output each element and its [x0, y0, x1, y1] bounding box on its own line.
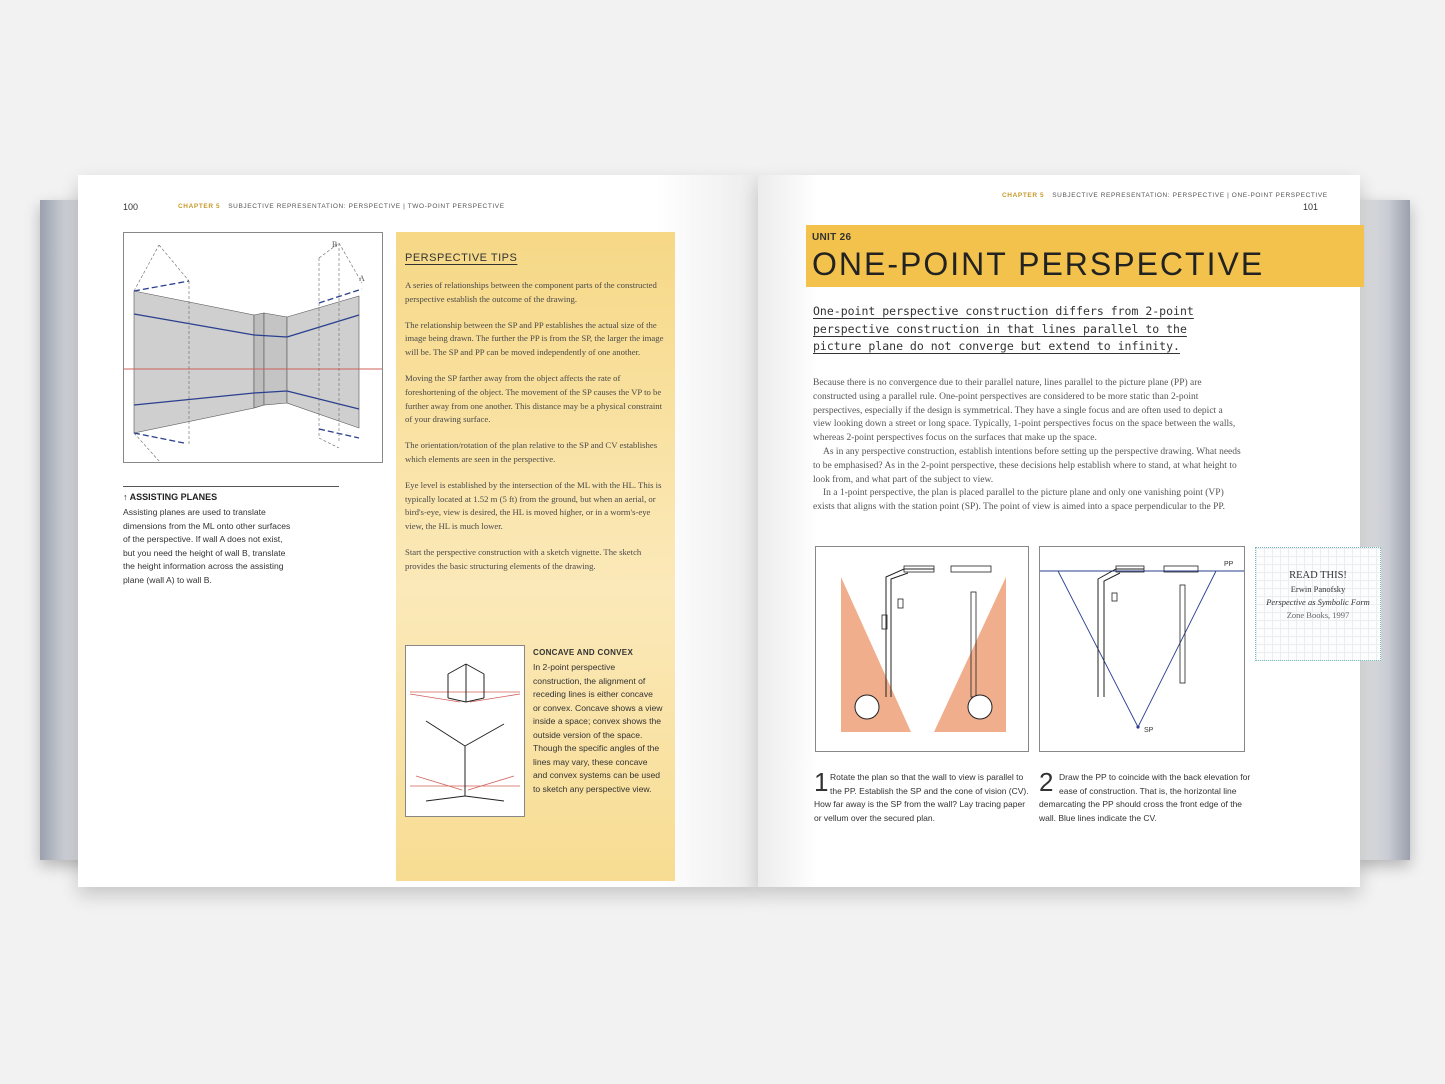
dashed-blue-top-left: [134, 281, 189, 291]
concave-red-right: [470, 694, 520, 702]
step-1-drawing: [816, 547, 1028, 751]
right-page: [758, 175, 1370, 887]
label-a: A: [359, 274, 365, 283]
read-this-author: Erwin Panofsky: [1290, 584, 1346, 594]
running-header-right: [1002, 192, 1328, 199]
read-this-title: Perspective as Symbolic Form: [1266, 597, 1370, 607]
station-point-right: [968, 695, 992, 719]
concave-top-left: [448, 664, 466, 674]
dashed-plane-right-bottom: [319, 438, 339, 448]
label-b: B: [332, 240, 338, 249]
step-2-figure: [1039, 546, 1245, 752]
wall-plan-outline: [886, 569, 934, 697]
convex-bottom-left: [426, 796, 465, 801]
concave-red-left: [410, 694, 460, 702]
unit-banner: [806, 225, 1364, 287]
perspective-tips-title: PERSPECTIVE TIPS: [405, 252, 518, 264]
concave-convex-title: CONCAVE AND CONVEX: [533, 648, 634, 657]
wall-plan-inner: [891, 573, 908, 697]
page-number-left: 100: [123, 202, 139, 212]
body-text: Because there is no convergence due to their parallel nature, lines parallel to the picture plane (PP) are constructed using a parallel rule. One-point perspectives are considered to be more static than 2-point perspectives, especially if the design is symmetrical. They have a single focus and are often used to depict a view looking down a street or long space. Typically, 1-point perspectives focus on the space between the walls, whereas 2-point perspectives focus on the surfaces that make up the space. As in any perspective construction, establish intentions before setting up the perspective drawing. What needs to be emphasised? As in the 2-point perspective, these decisions help establish where to stand, at what height to look from, and what part of the subject to view. In a 1-point perspective, the plan is placed parallel to the picture plane and only one vanishing point (VP) exists that aligns with the station point (SP). The point of view is aimed into a space perpendicular to the PP.: [813, 378, 1241, 513]
step-2-number: 2: [1039, 767, 1054, 797]
convex-top-left: [426, 721, 465, 746]
wall-left: [134, 291, 254, 433]
wall-right: [287, 296, 359, 428]
perspective-tips-text: A series of relationships between the component parts of the constructed perspective establish the outcome of the drawing. The relationship between the SP and PP establishes the actual size of the image being drawn. The further the PP is from the SP, the larger the image will be. The SP and PP can be moved independently of one another. Moving the SP farther away from the object affects the rate of foreshortening of the object. The movement of the SP causes the VP to be further away from one another. This distance may be a physical constraint of your drawing surface. The orientation/rotation of the plan relative to the SP and CV establishes which elements are seen in the perspective. Eye level is established by the intersection of the ML with the HL. This is typically located at 1.52 m (5 ft) from the ground, but when an aerial, or bird's-eye, view is desired, the HL is moved higher, or in a worm's-eye view, the HL is much lower. Start the perspective construction with a sketch vignette. The sketch provides the basic structuring elements of the drawing.: [405, 280, 664, 571]
step-1-text: Rotate the plan so that the wall to view is parallel to the PP. Establish the SP and the cone of vision (CV). How far away is the SP from the wall? Lay tracing paper or vellum over the secured plan.: [814, 772, 1029, 823]
assisting-planes-figure: [123, 232, 383, 463]
caption-rule: [123, 486, 339, 487]
running-title-right: SUBJECTIVE REPRESENTATION: PERSPECTIVE | ONE-POINT PERSPECTIVE: [1052, 192, 1328, 199]
read-this-publisher: Zone Books, 1997: [1286, 610, 1350, 620]
pp-label: PP: [1224, 561, 1234, 568]
intro-statement: One-point perspective construction differs from 2-point perspective construction in that lines parallel to the picture plane do not converge but extend to infinity.: [813, 304, 1194, 353]
concave-top-right: [466, 664, 484, 674]
page-edges-right: [1355, 200, 1410, 860]
wall-plan-inner-2: [1104, 573, 1120, 697]
running-chapter-left: CHAPTER 5: [178, 203, 221, 210]
station-point-marker: [1136, 725, 1139, 728]
unit-title: ONE-POINT PERSPECTIVE: [812, 246, 1265, 282]
concave-convex-text: In 2-point perspective construction, the alignment of receding lines is either concave or convex. Concave shows a view inside a space; convex shows the outside version of the space. Though the specific angles of the lines may vary, these concave and convex systems can be used to sketch any perspective view.: [533, 662, 663, 794]
assisting-planes-caption: Assisting planes are used to translate dimensions from the ML onto other surfaces of the perspective. If wall A does not exist, but you need the height of wall B, translate the height information across the assisting plane (wall A) to wall B.: [123, 507, 291, 585]
station-point-left: [855, 695, 879, 719]
concave-convex-drawing: [406, 646, 524, 816]
cone-of-vision-right: [1138, 571, 1216, 727]
step-1-figure: [815, 546, 1029, 752]
running-title-left: SUBJECTIVE REPRESENTATION: PERSPECTIVE | TWO-POINT PERSPECTIVE: [228, 203, 505, 210]
step-2-text: Draw the PP to coincide with the back elevation for ease of construction. That is, the horizontal line demarcating the PP should cross the front edge of the wall. Blue lines indicate the CV.: [1039, 772, 1251, 823]
arrow-up-icon: ↑: [123, 492, 128, 502]
left-page: [78, 175, 758, 887]
page-number-right: 101: [1303, 202, 1319, 212]
dashed-plane-left-mid: [159, 245, 189, 281]
read-this-heading: READ THIS!: [1289, 570, 1347, 581]
wall-plan-outline-2: [1098, 569, 1144, 697]
open-book: [40, 170, 1410, 900]
convex-bottom-right: [465, 796, 504, 801]
running-chapter-right: CHAPTER 5: [1002, 192, 1045, 199]
sp-label: SP: [1144, 727, 1154, 734]
plan-door: [898, 599, 903, 608]
running-header-left: [178, 203, 505, 210]
step-1-number: 1: [814, 767, 829, 797]
dashed-plane-left-top: [134, 245, 159, 291]
wall-corner: [254, 313, 264, 408]
convex-top-right: [465, 724, 504, 746]
assisting-planes-caption-title: ↑ ASSISTING PLANES: [123, 492, 218, 502]
read-this-box: [1255, 547, 1381, 661]
convex-red-left: [416, 776, 462, 790]
step-2-drawing: [1040, 547, 1244, 751]
assisting-planes-drawing: [124, 233, 382, 462]
perspective-tips-panel: [396, 232, 675, 881]
concave-convex-figure: [405, 645, 525, 817]
convex-red-right: [468, 776, 514, 790]
plan-window-2: [951, 566, 991, 572]
plan-door-b: [1112, 593, 1117, 601]
unit-label: UNIT 26: [812, 232, 852, 243]
